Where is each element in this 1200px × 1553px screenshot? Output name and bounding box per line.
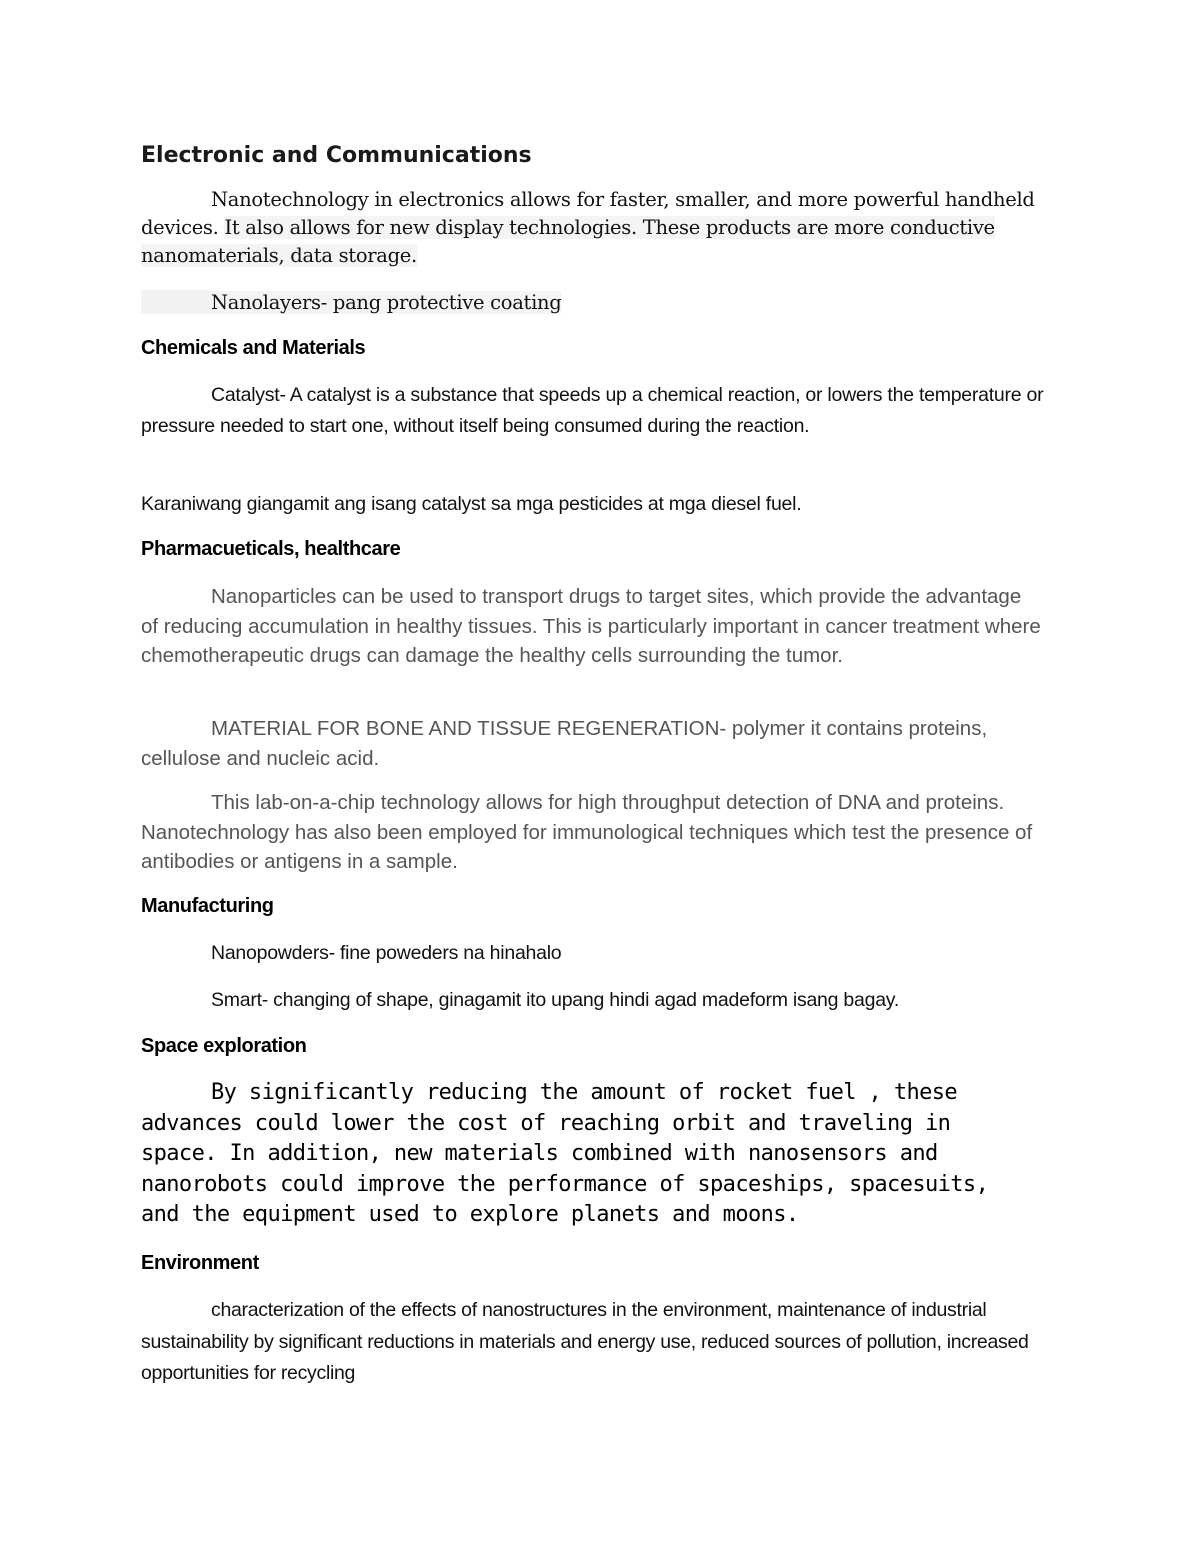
section-title-electronics: Electronic and Communications xyxy=(141,143,532,168)
nanopowders-line: Nanopowders- fine poweders na hinahalo xyxy=(211,942,562,964)
electronics-paragraph-highlighted: It also allows for new display technologies. These products are more conductive nanomaterials, data storage. xyxy=(141,216,995,267)
catalyst-note: Karaniwang giangamit ang isang catalyst sa mga pesticides at mga diesel fuel. xyxy=(141,493,802,515)
smart-line: Smart- changing of shape, ginagamit ito upang hindi agad madeform isang bagay. xyxy=(211,989,900,1011)
heading-environment: Environment xyxy=(141,1252,259,1274)
electronics-paragraph-plain: Nanotechnology in electronics allows for faster, smaller, and more powerful handheld devices. xyxy=(141,188,1035,239)
bone-regeneration-paragraph: MATERIAL FOR BONE AND TISSUE REGENERATION- polymer it contains proteins, cellulose and nucleic acid. xyxy=(141,717,988,770)
catalyst-paragraph: Catalyst- A catalyst is a substance that speeds up a chemical reaction, or lowers the temperature or pressure needed to start one, without itself being consumed during the reaction. xyxy=(141,384,1044,437)
space-paragraph: By significantly reducing the amount of rocket fuel , these advances could lower the cost of reaching orbit and traveling in space. In addition, new materials combined with nanosensors and nanorobots could improve the performance of spaceships, spacesuits, and the equipment used to explore planets and moons. xyxy=(141,1080,989,1227)
environment-paragraph: characterization of the effects of nanostructures in the environment, maintenance of industrial sustainability by significant reductions in materials and energy use, reduced sources of pollution, increased opportunities for recycling xyxy=(141,1299,1029,1384)
highlight-indent xyxy=(141,290,211,314)
electronics-paragraph xyxy=(141,186,1046,270)
lab-on-chip-paragraph: This lab-on-a-chip technology allows for high throughput detection of DNA and proteins. Nanotechnology has also been employed for immunological techniques which test the presence of antibodies or antigens in a sample. xyxy=(141,791,1033,873)
heading-chemicals-materials: Chemicals and Materials xyxy=(141,337,366,359)
nanolayers-text: Nanolayers- pang protective coating xyxy=(211,291,562,314)
heading-space-exploration: Space exploration xyxy=(141,1035,307,1057)
heading-manufacturing: Manufacturing xyxy=(141,895,274,917)
nanoparticles-paragraph: Nanoparticles can be used to transport drugs to target sites, which provide the advantage of reducing accumulation in healthy tissues. This is particularly important in cancer treatment where chemotherapeutic drugs can damage the healthy cells surrounding the tumor. xyxy=(141,585,1041,667)
heading-pharmaceuticals: Pharmacueticals, healthcare xyxy=(141,538,401,560)
nanolayers-line xyxy=(141,289,591,317)
